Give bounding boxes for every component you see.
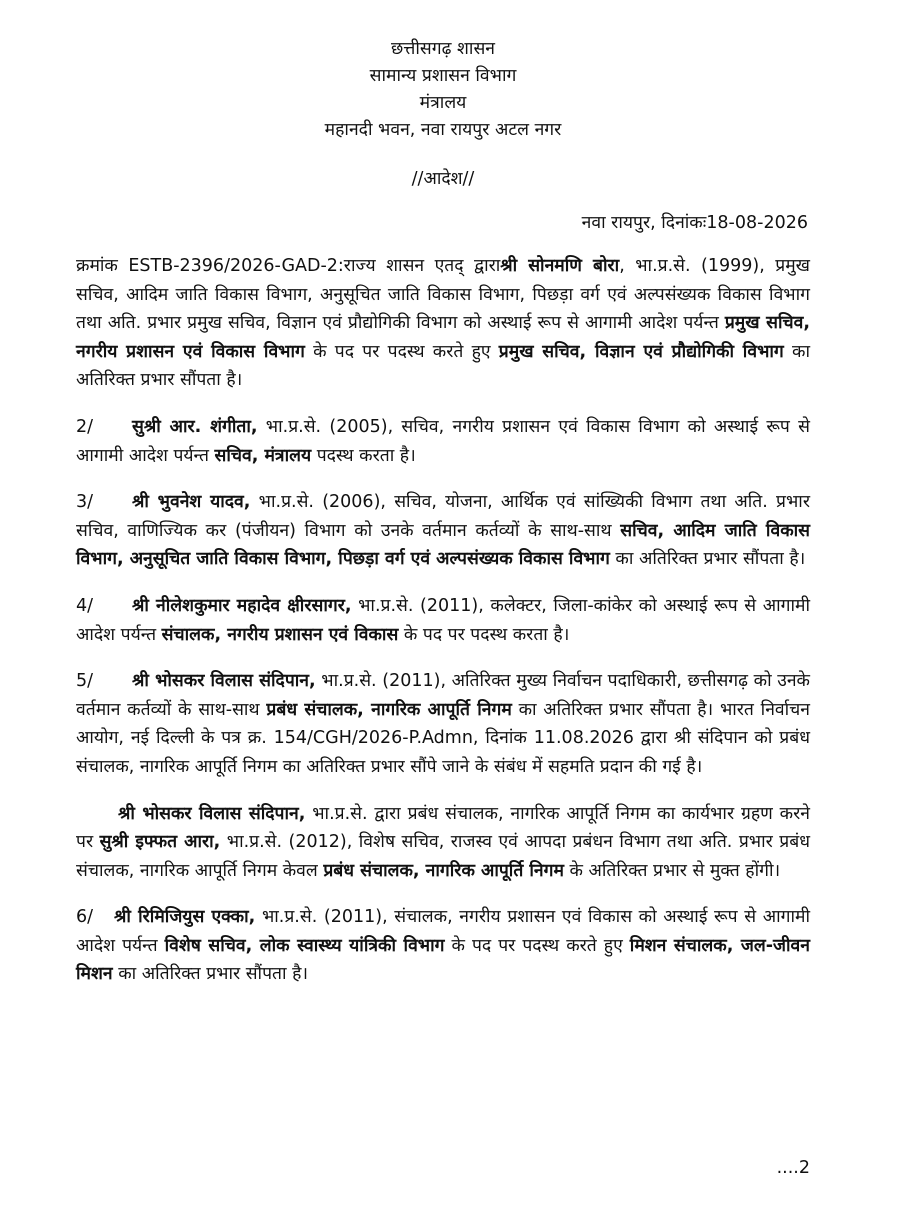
paragraph-5: 5/ श्री भोसकर विलास संदिपान, भा.प्र.से. (2011), अतिरिक्त मुख्य निर्वाचन पदाधिकारी, छत्तीसगढ़ को उनके वर्तमान कर्तव्यों के साथ-साथ प्रबंध संचालक, नागरिक आपूर्ति निगम का अतिरिक्त प्रभार सौंपता है। भारत निर्वाचन आयोग, नई दिल्ली के पत्र क्र. 154/CGH/2026-P.Admn, दिनांक 11.08.2026 द्वारा श्री संदिपान को प्रबंध संचालक, नागरिक आपूर्ति निगम का अतिरिक्त प्रभार सौंपे जाने के संबंध में सहमति प्रदान की गई है। [76,667,810,781]
order-title: //आदेश// [411,169,475,189]
paragraph-number: 2/ [76,416,94,437]
officer-name: श्री भोसकर विलास संदिपान, [132,671,316,692]
additional-charge: सचिव, आदिम जाति विकास विभाग, अनुसूचित जाति विकास विभाग, पिछड़ा वर्ग एवं अल्पसंख्यक विकास विभाग [76,520,810,570]
department-name: सामान्य प्रशासन विभाग [369,66,517,86]
new-post: संचालक, नगरीय प्रशासन एवं विकास [161,624,399,645]
new-post: प्रमुख सचिव, नगरीय प्रशासन एवं विकास विभाग [76,313,810,362]
relieved-charge: प्रबंध संचालक, नागरिक आपूर्ति निगम [323,860,564,881]
additional-charge: मिशन संचालक, जल-जीवन मिशन [76,935,810,985]
government-name: छत्तीसगढ़ शासन [391,39,495,59]
paragraph-3: 3/ श्री भुवनेश यादव, भा.प्र.से. (2006), सचिव, योजना, आर्थिक एवं सांख्यिकी विभाग तथा अति. प्रभार सचिव, वाणिज्यिक कर (पंजीयन) विभाग को उनके वर्तमान कर्तव्यों के साथ-साथ सचिव, आदिम जाति विकास विभाग, अनुसूचित जाति विकास विभाग, पिछड़ा वर्ग एवं अल्पसंख्यक विकास विभाग का अतिरिक्त प्रभार सौंपता है। [76,488,810,574]
officer-name: श्री भुवनेश यादव, [132,492,251,513]
paragraph-2: 2/ सुश्री आर. शंगीता, भा.प्र.से. (2005), सचिव, नगरीय प्रशासन एवं विकास विभाग को अस्थाई रूप से आगामी आदेश पर्यन्त सचिव, मंत्रालय पदस्थ करता है। [76,413,810,470]
place-date: नवा रायपुर, दिनांकः18-08-2026 [581,213,808,233]
paragraph-number: 4/ [76,595,94,616]
paragraph-5-continuation: श्री भोसकर विलास संदिपान, भा.प्र.से. द्वारा प्रबंध संचालक, नागरिक आपूर्ति निगम का कार्यभार ग्रहण करने पर सुश्री इफ्फत आरा, भा.प्र.से. (2012), विशेष सचिव, राजस्व एवं आपदा प्रबंधन विभाग तथा अति. प्रभार प्रबंध संचालक, नागरिक आपूर्ति निगम केवल प्रबंध संचालक, नागरिक आपूर्ति निगम के अतिरिक्त प्रभार से मुक्त होंगी। [76,803,810,881]
officer-name: श्री रिमिजियुस एक्का, [114,907,256,928]
paragraph-number: 5/ [76,671,94,692]
paragraph-6: 6/ श्री रिमिजियुस एक्का, भा.प्र.से. (2011), संचालक, नगरीय प्रशासन एवं विकास को अस्थाई रूप से आगामी आदेश पर्यन्त विशेष सचिव, लोक स्वास्थ्य यांत्रिकी विभाग के पद पर पदस्थ करते हुए मिशन संचालक, जल-जीवन मिशन का अतिरिक्त प्रभार सौंपता है। [76,903,810,989]
page-continuation-marker: ....2 [776,1158,810,1178]
paragraph-1: क्रमांक ESTB-2396/2026-GAD-2:राज्य शासन एतद् द्वाराश्री सोनमणि बोरा, भा.प्र.से. (1999), प्रमुख सचिव, आदिम जाति विकास विभाग, अनुसूचित जाति विकास विभाग, पिछड़ा वर्ग एवं अल्पसंख्यक विकास विभाग तथा अति. प्रभार प्रमुख सचिव, विज्ञान एवं प्रौद्योगिकी विभाग को अस्थाई रूप से आगामी आदेश पर्यन्त प्रमुख सचिव, नगरीय प्रशासन एवं विकास विभाग के पद पर पदस्थ करते हुए प्रमुख सचिव, विज्ञान एवं प्रौद्योगिकी विभाग का अतिरिक्त प्रभार सौंपता है। [76,256,810,391]
letterhead [76,36,810,144]
paragraph-number: 3/ [76,492,94,513]
officer-name: सुश्री आर. शंगीता, [132,416,258,437]
new-post: सचिव, मंत्रालय [214,445,312,466]
paragraph-number: 6/ [76,907,94,928]
officer-name: श्री भोसकर विलास संदिपान, [118,803,306,824]
new-post: विशेष सचिव, लोक स्वास्थ्य यांत्रिकी विभाग [164,935,445,956]
office-address: महानदी भवन, नवा रायपुर अटल नगर [324,120,562,140]
additional-charge: प्रमुख सचिव, विज्ञान एवं प्रौद्योगिकी विभाग [498,341,784,362]
officer-name: सुश्री इफ्फत आरा, [99,832,221,853]
additional-charge: प्रबंध संचालक, नागरिक आपूर्ति निगम [266,699,512,720]
officer-name: श्री नीलेशकुमार महादेव क्षीरसागर, [132,595,352,616]
paragraph-4: 4/ श्री नीलेशकुमार महादेव क्षीरसागर, भा.प्र.से. (2011), कलेक्टर, जिला-कांकेर को अस्थाई रूप से आगामी आदेश पर्यन्त संचालक, नगरीय प्रशासन एवं विकास के पद पर पदस्थ करता है। [76,592,810,649]
officer-name: श्री सोनमणि बोरा [500,256,620,276]
ministry-name: मंत्रालय [419,93,467,113]
